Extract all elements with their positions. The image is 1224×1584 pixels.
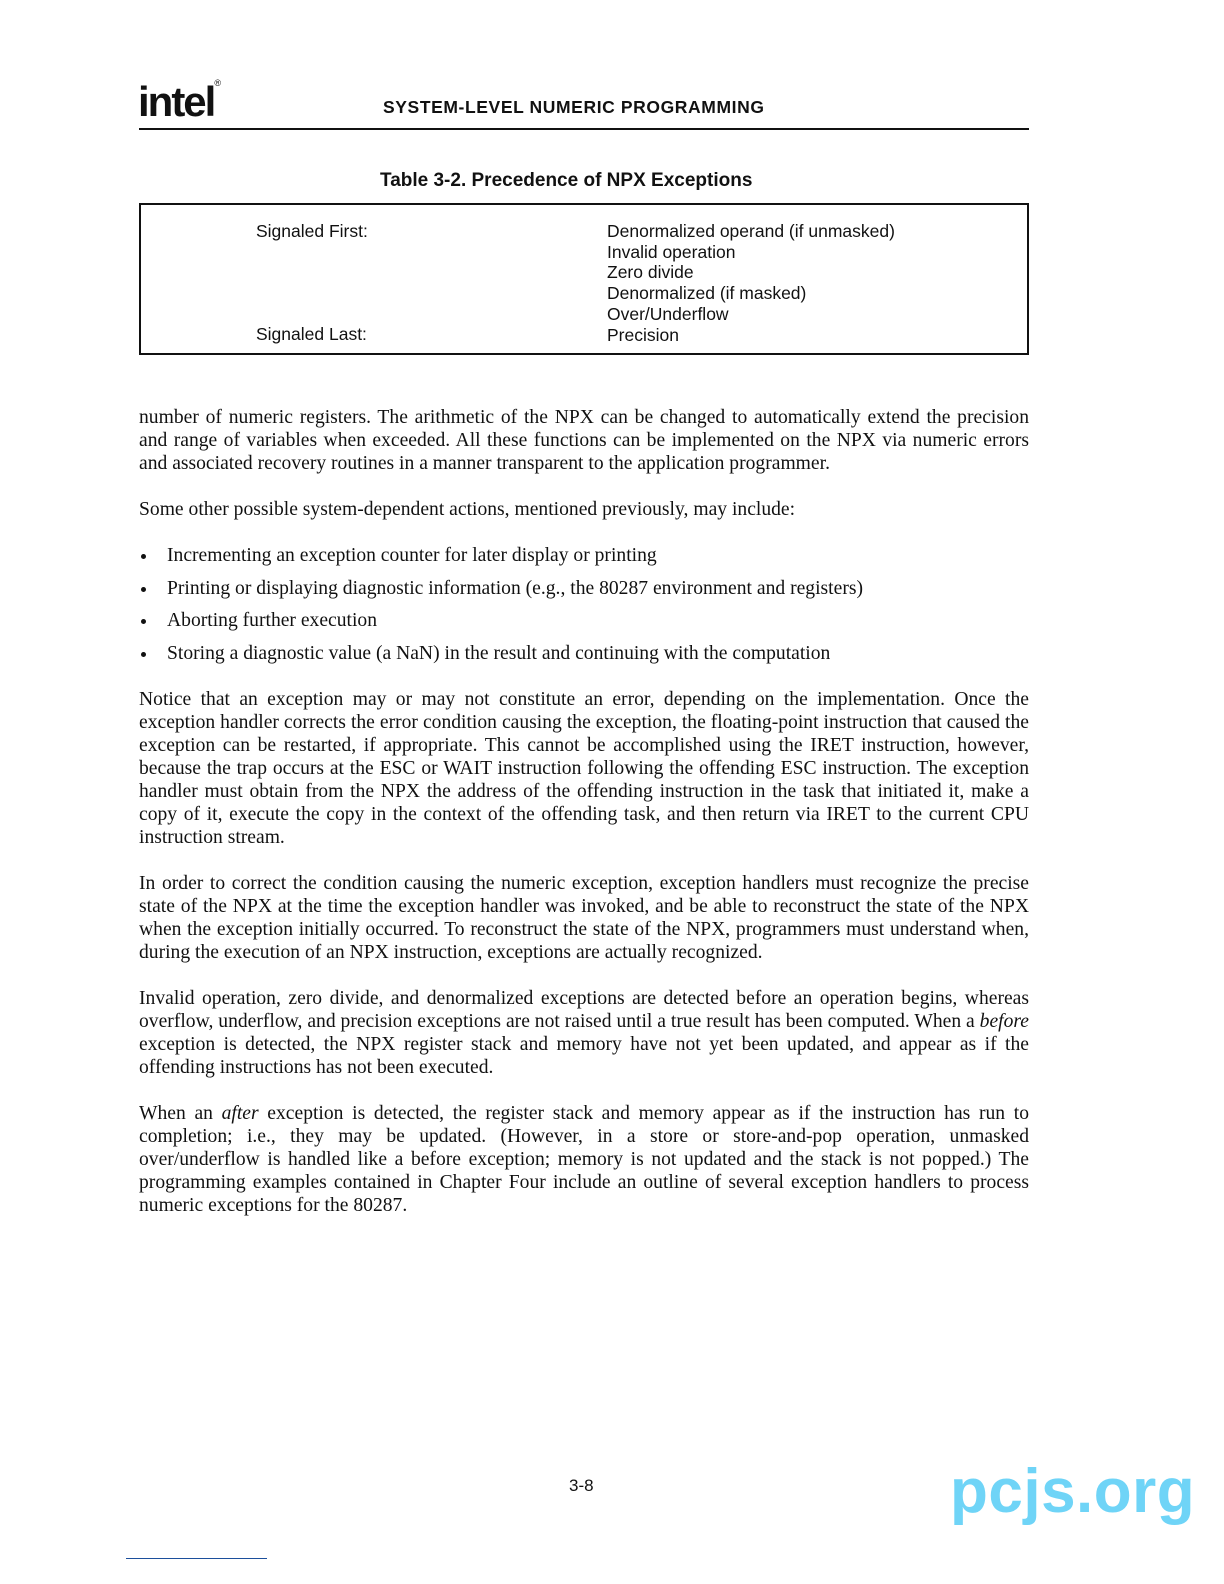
- page-number: 3-8: [569, 1476, 594, 1495]
- exception-item: Over/Underflow: [607, 303, 729, 324]
- emphasis: before: [979, 1010, 1029, 1032]
- pcjs-watermark: pcjs.org: [950, 1457, 1196, 1526]
- page-header-title: SYSTEM-LEVEL NUMERIC PROGRAMMING: [383, 97, 765, 117]
- signaled-first-label: Signaled First:: [256, 221, 368, 241]
- exception-list: [607, 221, 895, 345]
- exception-item: Precision: [607, 324, 679, 345]
- intel-logo: [138, 78, 221, 126]
- list-item: Aborting further execution: [139, 609, 1029, 632]
- signaled-last-label: Signaled Last:: [256, 324, 367, 344]
- paragraph: [139, 1102, 1029, 1217]
- text-run: exception is detected, the NPX register stack and memory have not yet been updated, and appear as if the offending instructions has not been executed.: [139, 1033, 1029, 1078]
- body-text: [139, 406, 1029, 1240]
- logo-trademark: ®: [214, 78, 221, 88]
- exception-item: Denormalized operand (if unmasked): [607, 221, 895, 241]
- exception-item: Invalid operation: [607, 241, 736, 262]
- text-run: exception is detected, the register stack and memory appear as if the instruction has run to completion; i.e., they may be updated. (However, in a store or store-and-pop operation, unmasked over/underflow is handled like a before exception; memory is not updated and the stack is not popped.) The programming examples contained in Chapter Four include an outline of several exception handlers to process numeric exceptions for the 80287.: [139, 1102, 1029, 1216]
- paragraph: number of numeric registers. The arithmetic of the NPX can be changed to automatically extend the precision and range of variables when exceeded. All these functions can be implemented on the NPX via numeric errors and associated recovery routines in a manner transparent to the application programmer.: [139, 407, 1029, 474]
- header-divider: [139, 128, 1029, 130]
- list-item: Incrementing an exception counter for later display or printing: [139, 544, 1029, 567]
- precedence-table: [139, 203, 1029, 355]
- exception-item: Zero divide: [607, 262, 694, 283]
- action-bullet-list: [139, 544, 1029, 665]
- footer-divider: [126, 1558, 267, 1559]
- paragraph: Notice that an exception may or may not constitute an error, depending on the implementation. Once the exception handler corrects the error condition causing the exception, the floating-point instruction that caused the exception can be restarted, if appropriate. This cannot be accomplished using the IRET instruction, however, because the trap occurs at the ESC or WAIT instruction following the offending ESC instruction. The exception handler must obtain from the NPX the address of the offending instruction in the task that initiated it, make a copy of it, execute the copy in the context of the offending task, and then return via IRET to the current CPU instruction stream.: [139, 688, 1029, 848]
- paragraph: In order to correct the condition causing the numeric exception, exception handlers must recognize the precise state of the NPX at the time the exception handler was invoked, and be able to reconstruct the state of the NPX when the exception initially occurred. To reconstruct the state of the NPX, programmers must understand when, during the execution of an NPX instruction, exceptions are actually recognized.: [139, 872, 1029, 963]
- paragraph: [139, 987, 1029, 1079]
- table-caption: Table 3-2. Precedence of NPX Exceptions: [380, 170, 753, 191]
- list-item: Storing a diagnostic value (a NaN) in the result and continuing with the computation: [139, 642, 1029, 665]
- logo-text: intel: [138, 78, 215, 125]
- emphasis: after: [221, 1102, 259, 1124]
- list-item: Printing or displaying diagnostic information (e.g., the 80287 environment and registers): [139, 577, 1029, 600]
- text-run: Invalid operation, zero divide, and denormalized exceptions are detected before an operation begins, whereas overflow, underflow, and precision exceptions are not raised until a true result has been computed. When a: [139, 987, 1029, 1032]
- text-run: When an: [139, 1102, 222, 1124]
- paragraph: Some other possible system-dependent actions, mentioned previously, may include:: [139, 499, 796, 520]
- exception-item: Denormalized (if masked): [607, 283, 807, 304]
